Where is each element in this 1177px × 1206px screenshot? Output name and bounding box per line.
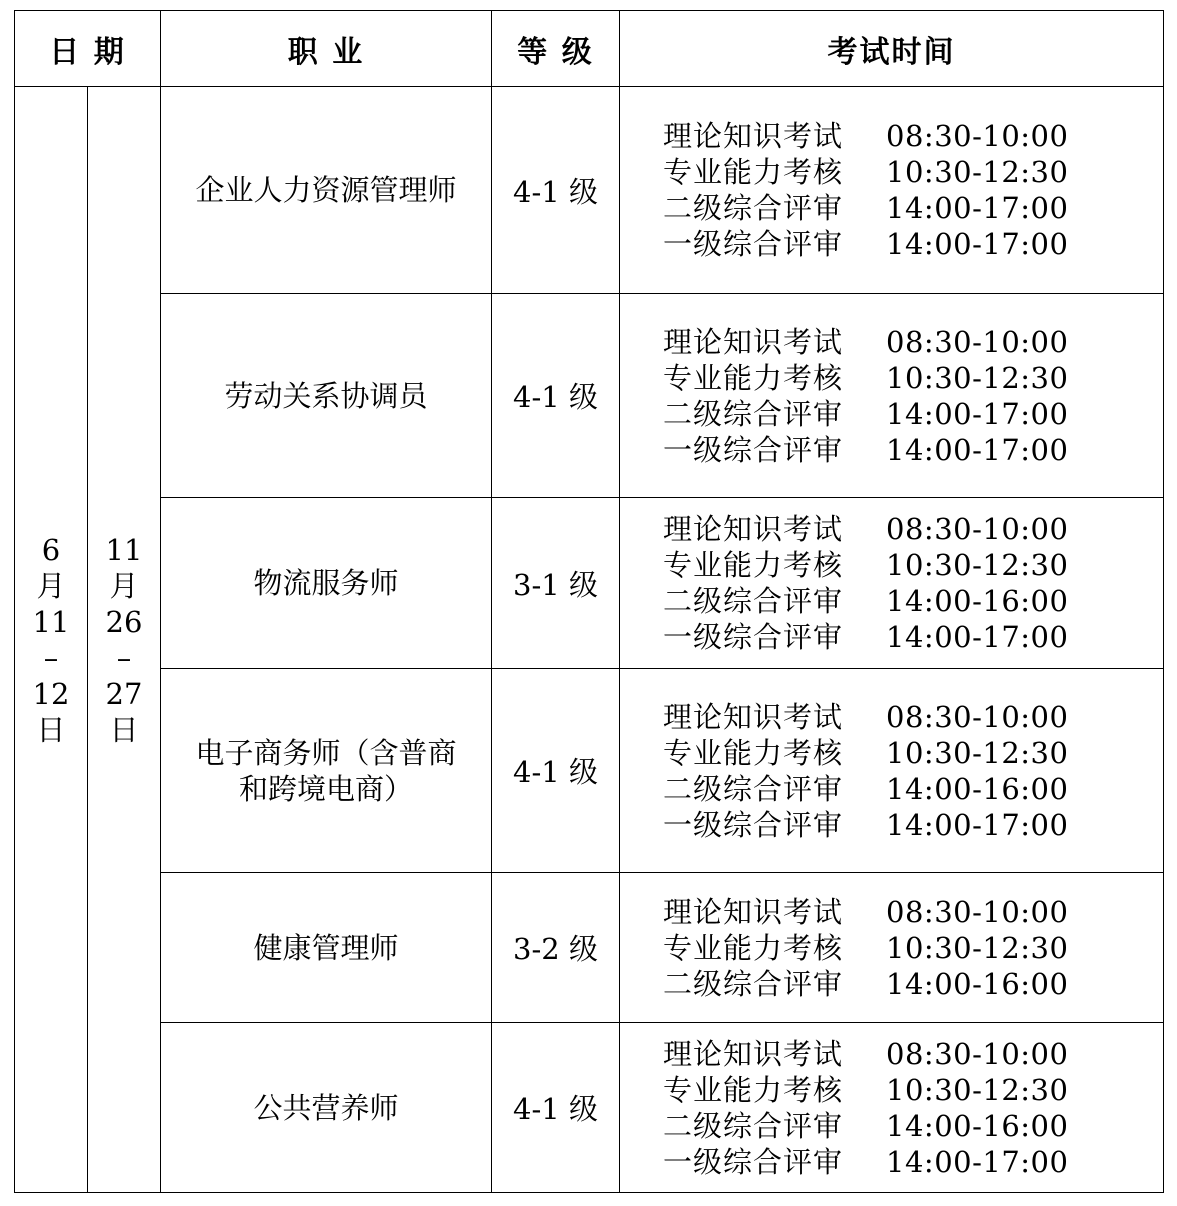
exam-line: 专业能力考核 10:30-12:30 [663,548,1069,582]
level-cell: 4-1 级 [492,294,620,498]
level-cell: 4-1 级 [492,87,620,294]
date-second-session: 11 月 26 – 27 日 [88,87,161,1193]
exam-times-cell [620,873,1164,1023]
exam-times-cell [620,498,1164,669]
exam-line: 二级综合评审 14:00-16:00 [663,1108,1069,1143]
exam-line: 理论知识考试 08:30-10:00 [663,512,1069,546]
level-cell: 3-2 级 [492,873,620,1023]
header-row [15,11,1164,87]
table-row [15,87,1164,294]
exam-line: 一级综合评审 14:00-17:00 [663,807,1069,842]
exam-line: 理论知识考试 08:30-10:00 [663,699,1069,734]
exam-line: 专业能力考核 10:30-12:30 [663,155,1069,189]
exam-line: 理论知识考试 08:30-10:00 [663,119,1069,153]
table-row [15,1023,1164,1193]
exam-line: 一级综合评审 14:00-17:00 [663,227,1069,261]
exam-line: 一级综合评审 14:00-17:00 [663,620,1069,654]
exam-times-cell [620,1023,1164,1193]
exam-line: 专业能力考核 10:30-12:30 [663,360,1069,395]
exam-line: 理论知识考试 08:30-10:00 [663,1036,1069,1071]
occupation-cell: 公共营养师 [161,1023,492,1193]
exam-line: 专业能力考核 10:30-12:30 [663,735,1069,770]
table-row [15,498,1164,669]
exam-line: 二级综合评审 14:00-16:00 [663,966,1069,1001]
exam-line: 一级综合评审 14:00-17:00 [663,1144,1069,1179]
exam-line: 理论知识考试 08:30-10:00 [663,894,1069,929]
table-row [15,873,1164,1023]
header-occupation: 职 业 [161,11,492,87]
exam-line: 一级综合评审 14:00-17:00 [663,432,1069,467]
exam-line: 二级综合评审 14:00-17:00 [663,396,1069,431]
date-first-session: 6 月 11 – 12 日 [15,87,88,1193]
exam-line: 理论知识考试 08:30-10:00 [663,324,1069,359]
level-cell: 4-1 级 [492,1023,620,1193]
header-date: 日 期 [15,11,161,87]
exam-line: 二级综合评审 14:00-16:00 [663,584,1069,618]
exam-line: 二级综合评审 14:00-17:00 [663,191,1069,225]
table-row [15,669,1164,873]
occupation-cell: 健康管理师 [161,873,492,1023]
exam-line: 专业能力考核 10:30-12:30 [663,1072,1069,1107]
exam-schedule-table [14,10,1164,1193]
exam-times-cell [620,669,1164,873]
exam-line: 专业能力考核 10:30-12:30 [663,930,1069,965]
exam-times-cell [620,87,1164,294]
exam-times-cell [620,294,1164,498]
occupation-cell: 企业人力资源管理师 [161,87,492,294]
level-cell: 3-1 级 [492,498,620,669]
header-exam-time: 考试时间 [620,11,1164,87]
table-row [15,294,1164,498]
exam-line: 二级综合评审 14:00-16:00 [663,771,1069,806]
occupation-cell: 物流服务师 [161,498,492,669]
occupation-cell: 电子商务师（含普商 和跨境电商） [161,669,492,873]
header-level: 等 级 [492,11,620,87]
level-cell: 4-1 级 [492,669,620,873]
occupation-cell: 劳动关系协调员 [161,294,492,498]
